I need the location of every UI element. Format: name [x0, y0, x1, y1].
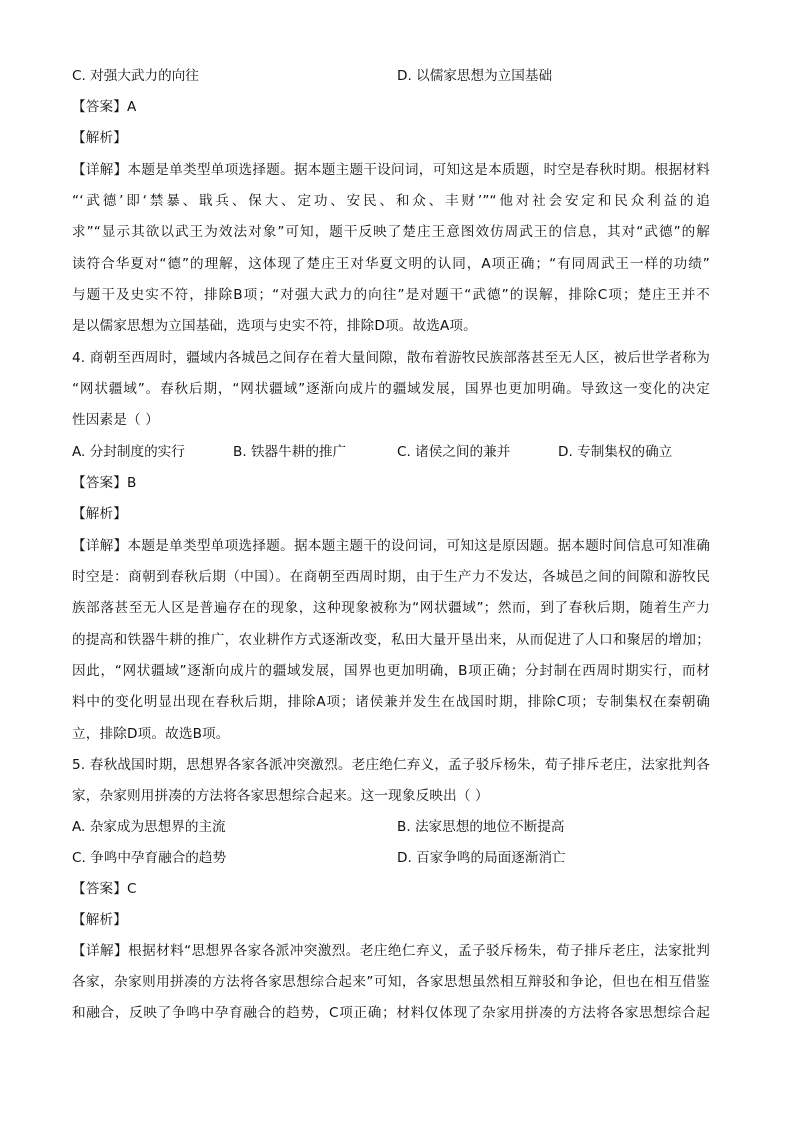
q3-detail-line: 求”“显示其欲以武王为效法对象”可知，题干反映了楚庄王意图效仿周武王的信息，其对“武德”的解 — [72, 224, 710, 240]
q4-detail-line: 时空是：商朝到春秋后期（中国）。在商朝至西周时期，由于生产力不发达，各城邑之间的间隙和游牧民 — [72, 569, 710, 585]
q3-option-c: C. 对强大武力的向往 — [72, 68, 199, 84]
q4-stem-line: “网状疆域”。春秋后期，“网状疆域”逐渐向成片的疆域发展，国界也更加明确。导致这一变化的决定 — [72, 381, 710, 397]
q4-stem-line: 4. 商朝至西周时，疆域内各城邑之间存在着大量间隙，散布着游牧民族部落甚至无人区，被后世学者称为 — [72, 350, 710, 366]
q5-analysis-heading: 【解析】 — [72, 912, 127, 928]
q5-detail-line: 和融合，反映了争鸣中孕育融合的趋势，C项正确；材料仅体现了杂家用拼凑的方法将各家思想综合起 — [72, 1005, 710, 1021]
q5-answer: 【答案】C — [72, 881, 137, 897]
q4-detail-line: 族部落甚至无人区是普遍存在的现象，这种现象被称为“网状疆域”；然而，到了春秋后期，随着生产力 — [72, 600, 710, 616]
q4-analysis-heading: 【解析】 — [72, 506, 127, 522]
q3-answer: 【答案】A — [72, 99, 137, 115]
q5-option-a: A. 杂家成为思想界的主流 — [72, 819, 226, 835]
q3-option-d: D. 以儒家思想为立国基础 — [397, 68, 553, 84]
q3-detail-line: 是以儒家思想为立国基础，选项与史实不符，排除D项。故选A项。 — [72, 318, 477, 334]
q4-detail-line: 立，排除D项。故选B项。 — [72, 726, 230, 742]
q4-stem-line: 性因素是（ ） — [72, 412, 159, 428]
q4-option-b: B. 铁器牛耕的推广 — [233, 444, 347, 460]
q5-option-c: C. 争鸣中孕育融合的趋势 — [72, 850, 227, 866]
q4-option-a: A. 分封制度的实行 — [72, 444, 185, 460]
q4-detail-line: 料中的变化明显出现在春秋后期，排除A项；诸侯兼并发生在战国时期，排除C项；专制集权在秦朝确 — [72, 694, 710, 710]
q4-detail-line: 的提高和铁器牛耕的推广，农业耕作方式逐渐改变，私田大量开垦出来，从而促进了人口和聚居的增加； — [72, 632, 710, 648]
q4-answer: 【答案】B — [72, 475, 137, 491]
q4-option-c: C. 诸侯之间的兼并 — [397, 444, 511, 460]
q3-detail-line: 与题干及史实不符，排除B项；“对强大武力的向往”是对题干“武德”的误解，排除C项；楚庄王并不 — [72, 287, 710, 303]
q3-detail-line: 读符合华夏对“德”的理解，这体现了楚庄王对华夏文明的认同，A项正确；“有同周武王一样的功绩” — [72, 256, 710, 272]
q5-detail-line: 各家，杂家则用拼凑的方法将各家思想综合起来”可知，各家思想虽然相互辩驳和争论，但也在相互借鉴 — [72, 974, 710, 990]
q4-option-d: D. 专制集权的确立 — [558, 444, 673, 460]
q5-option-d: D. 百家争鸣的局面逐渐消亡 — [397, 850, 566, 866]
q3-detail-line: 【详解】本题是单类型单项选择题。据本题主题干设问词，可知这是本质题，时空是春秋时期。根据材料 — [72, 162, 710, 178]
q3-analysis-heading: 【解析】 — [72, 130, 127, 146]
q4-detail-line: 【详解】本题是单类型单项选择题。据本题主题干的设问词，可知这是原因题。据本题时间信息可知准确 — [72, 538, 710, 554]
q3-detail-line: “‘武德’即‘禁暴、戢兵、保大、定功、安民、和众、丰财’”“他对社会安定和民众利益的追 — [72, 193, 710, 209]
q5-stem-line: 5. 春秋战国时期，思想界各家各派冲突激烈。老庄绝仁弃义，孟子驳斥杨朱，荀子排斥老庄，法家批判各 — [72, 757, 710, 773]
q4-detail-line: 因此，“网状疆域”逐渐向成片的疆域发展，国界也更加明确，B项正确；分封制在西周时期实行，而材 — [72, 663, 710, 679]
q5-detail-line: 【详解】根据材料“思想界各家各派冲突激烈。老庄绝仁弃义，孟子驳斥杨朱，荀子排斥老庄，法家批判 — [72, 943, 710, 959]
q5-option-b: B. 法家思想的地位不断提高 — [397, 819, 565, 835]
q5-stem-line: 家，杂家则用拼凑的方法将各家思想综合起来。这一现象反映出（ ） — [72, 788, 489, 804]
